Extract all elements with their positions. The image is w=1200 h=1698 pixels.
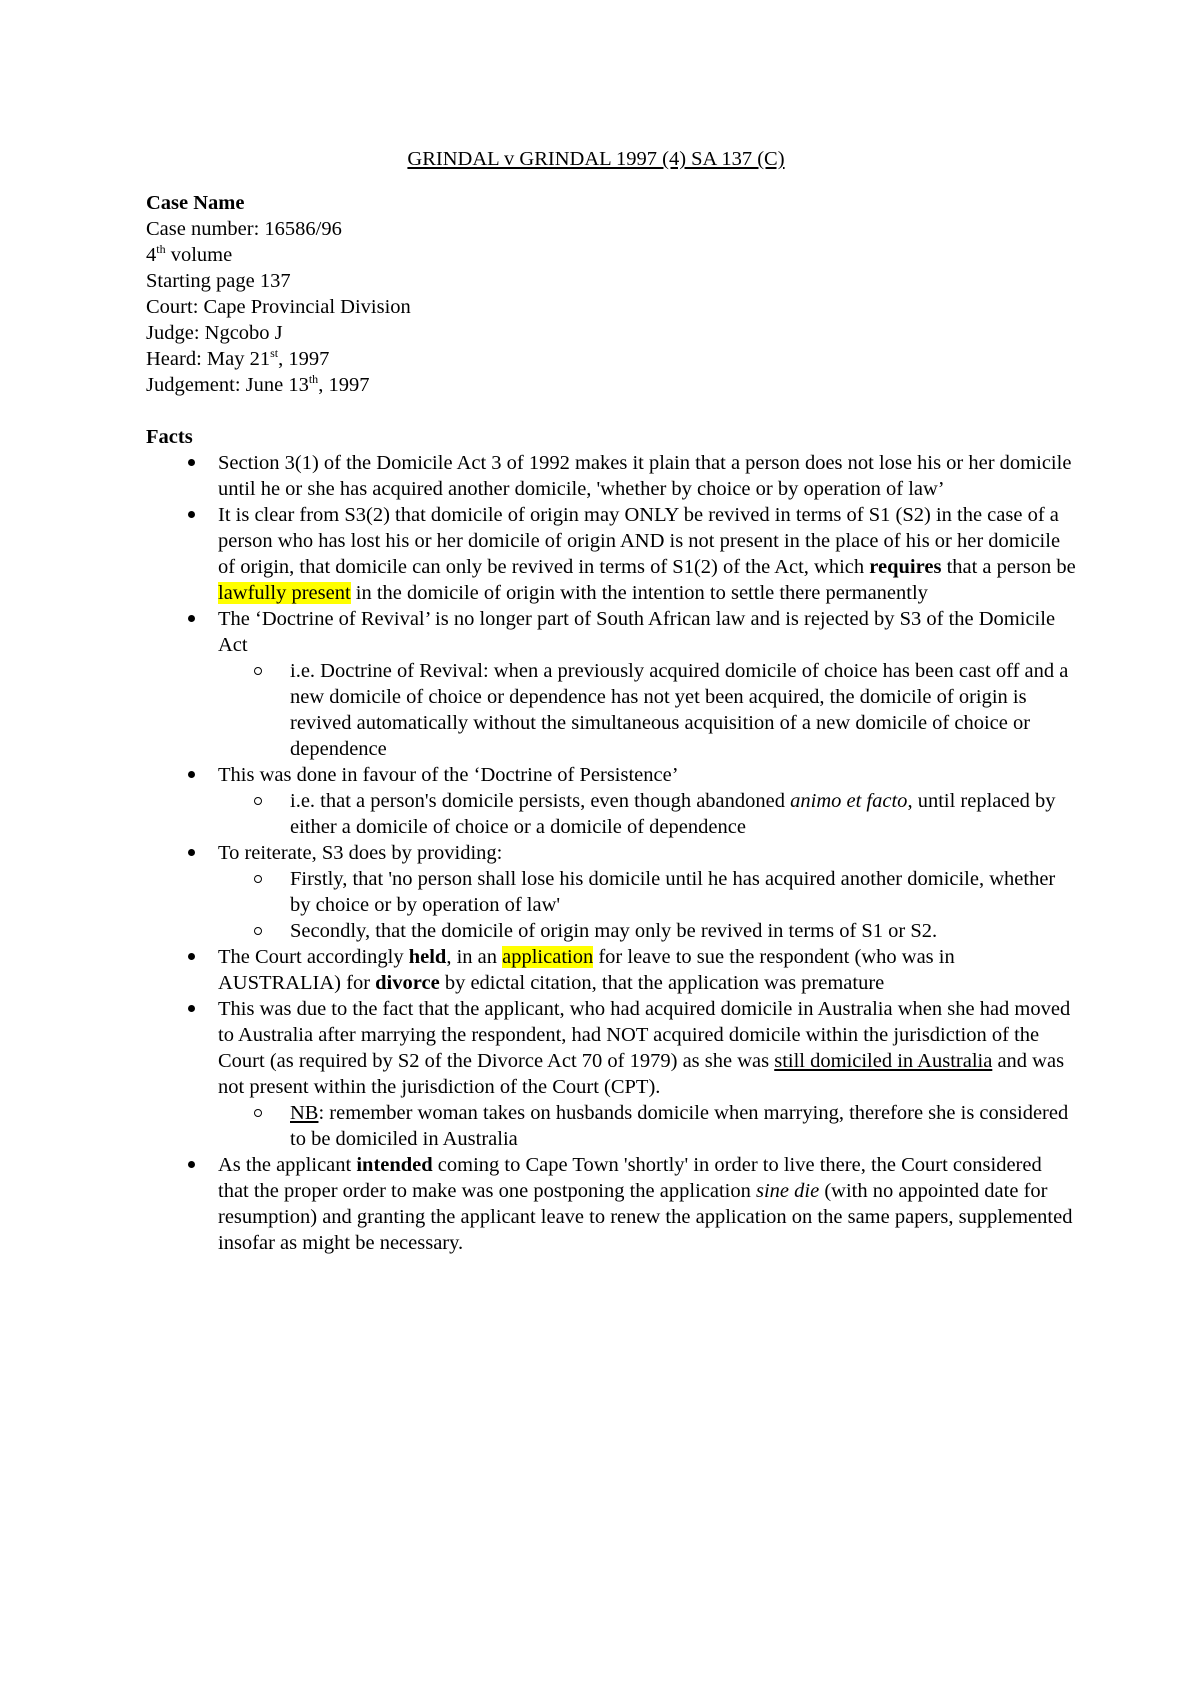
- text-run: for leave to sue the respondent (who was in AUSTRALIA) for: [218, 946, 955, 994]
- starting-page: Starting page 137: [146, 270, 291, 292]
- heard-date-text: Heard: May 21: [146, 348, 271, 370]
- list-item: [146, 606, 1076, 762]
- judgement-date-text: Judgement: June 13: [146, 374, 309, 396]
- case-number: Case number: 16586/96: [146, 218, 342, 240]
- heard-date-suffix: st: [270, 346, 279, 361]
- sub-list-item: [218, 658, 1076, 762]
- text-run: and was not present within the jurisdiction of the Court (CPT).: [218, 1050, 1065, 1098]
- highlighted-text: application: [502, 946, 594, 968]
- spacer: [146, 398, 1076, 424]
- bullet-icon: [188, 953, 195, 960]
- sub-fact-text: Secondly, that the domicile of origin may only be revived in terms of S1 or S2.: [290, 920, 938, 942]
- text-run: , in an: [446, 946, 503, 968]
- bullet-icon: [188, 771, 195, 778]
- text-run: (with no appointed date for resumption) and granting the applicant leave to renew the application on the same papers, supplemented insofar as might be necessary.: [218, 1180, 1073, 1254]
- text-run: by edictal citation, that the application was premature: [439, 972, 885, 994]
- text-run: This was due to the fact that the applicant, who had acquired domicile in Australia when she had moved to Australia after marrying the respondent, had NOT acquired domicile within the jurisdiction of the Court (as required by S2 of the Divorce Act 70 of 1979) as she was: [218, 998, 1071, 1072]
- volume-label: volume: [165, 244, 233, 266]
- bullet-icon: [188, 849, 195, 856]
- list-item: [146, 840, 1076, 944]
- judgement-date: [146, 372, 1076, 398]
- judgement-date-suffix: th: [308, 372, 319, 387]
- fact-text: This was done in favour of the ‘Doctrine of Persistence’: [218, 764, 679, 786]
- list-item: [146, 762, 1076, 840]
- list-item: [146, 1152, 1076, 1256]
- judge: Judge: Ngcobo J: [146, 322, 283, 344]
- circle-bullet-icon: [254, 797, 262, 805]
- text-run: As the applicant: [218, 1154, 357, 1176]
- fact-text: The ‘Doctrine of Revival’ is no longer part of South African law and is rejected by S3 of the Domicile Act: [218, 608, 1056, 656]
- bullet-icon: [188, 511, 195, 518]
- sub-list: [218, 788, 1076, 840]
- list-item: [146, 996, 1076, 1152]
- volume-number: 4: [146, 244, 157, 266]
- bullet-icon: [188, 615, 195, 622]
- facts-heading: Facts: [146, 426, 193, 448]
- bold-text: intended: [356, 1154, 433, 1176]
- sub-list-item: [218, 866, 1076, 918]
- fact-text: [218, 944, 1076, 996]
- fact-text: [218, 1152, 1076, 1256]
- bullet-icon: [188, 459, 195, 466]
- judgement-date-year: , 1997: [318, 374, 370, 396]
- underlined-text: still domiciled in Australia: [774, 1050, 993, 1072]
- sub-fact-text: [290, 788, 1076, 840]
- heard-date: [146, 346, 1076, 372]
- sub-fact-text: [290, 1100, 1076, 1152]
- heard-date-year: , 1997: [278, 348, 330, 370]
- text-run: It is clear from S3(2) that domicile of origin may ONLY be revived in terms of S1 (S2) in the case of a person who has lost his or her domicile of origin AND is not present in the place of his or her domicile of origin, that domicile can only be revived in terms of S1(2) of the Act, which: [218, 504, 1061, 578]
- sub-list: [218, 658, 1076, 762]
- list-item: [146, 502, 1076, 606]
- text-run: , until replaced by either a domicile of choice or a domicile of dependence: [290, 790, 1056, 838]
- circle-bullet-icon: [254, 667, 262, 675]
- list-item: [146, 944, 1076, 996]
- sub-list-item: [218, 1100, 1076, 1152]
- sub-list-item: [218, 918, 1076, 944]
- circle-bullet-icon: [254, 875, 262, 883]
- volume: [146, 242, 1076, 268]
- circle-bullet-icon: [254, 927, 262, 935]
- case-name-heading: Case Name: [146, 192, 245, 214]
- list-item: [146, 450, 1076, 502]
- bullet-icon: [188, 1161, 195, 1168]
- italic-text: animo et facto: [790, 790, 908, 812]
- text-run: : remember woman takes on husbands domicile when marrying, therefore she is considered to be domiciled in Australia: [290, 1102, 1069, 1150]
- sub-list: [218, 1100, 1076, 1152]
- fact-text: To reiterate, S3 does by providing:: [218, 842, 503, 864]
- court: Court: Cape Provincial Division: [146, 296, 411, 318]
- document-content: [146, 146, 1076, 1256]
- document-title: GRINDAL v GRINDAL 1997 (4) SA 137 (C): [407, 148, 785, 170]
- sub-list-item: [218, 788, 1076, 840]
- underlined-text: NB: [290, 1102, 319, 1124]
- text-run: that a person be: [941, 556, 1076, 578]
- text-run: in the domicile of origin with the intention to settle there permanently: [350, 582, 928, 604]
- volume-suffix: th: [156, 242, 166, 257]
- circle-bullet-icon: [254, 1109, 262, 1117]
- fact-text: [218, 996, 1076, 1100]
- text-run: i.e. that a person's domicile persists, even though abandoned: [290, 790, 791, 812]
- fact-text: Section 3(1) of the Domicile Act 3 of 1992 makes it plain that a person does not lose his or her domicile until he or she has acquired another domicile, 'whether by choice or by operation of law’: [218, 452, 1072, 500]
- bold-text: divorce: [375, 972, 440, 994]
- facts-list: [146, 450, 1076, 1256]
- sub-list: [218, 866, 1076, 944]
- sub-fact-text: Firstly, that 'no person shall lose his domicile until he has acquired another domicile, whether by choice or by operation of law': [290, 868, 1056, 916]
- text-run: coming to Cape Town 'shortly' in order to live there, the Court considered that the proper order to make was one postponing the application: [218, 1154, 1042, 1202]
- highlighted-text: lawfully present: [218, 582, 351, 604]
- bullet-icon: [188, 1005, 195, 1012]
- sub-fact-text: i.e. Doctrine of Revival: when a previously acquired domicile of choice has been cast off and a new domicile of choice or dependence has not yet been acquired, the domicile of origin is revived automatically without the simultaneous acquisition of a new domicile of choice or dependence: [290, 660, 1069, 760]
- fact-text: [218, 502, 1076, 606]
- bold-text: held: [408, 946, 447, 968]
- bold-text: requires: [869, 556, 942, 578]
- text-run: The Court accordingly: [218, 946, 409, 968]
- italic-text: sine die: [755, 1180, 820, 1202]
